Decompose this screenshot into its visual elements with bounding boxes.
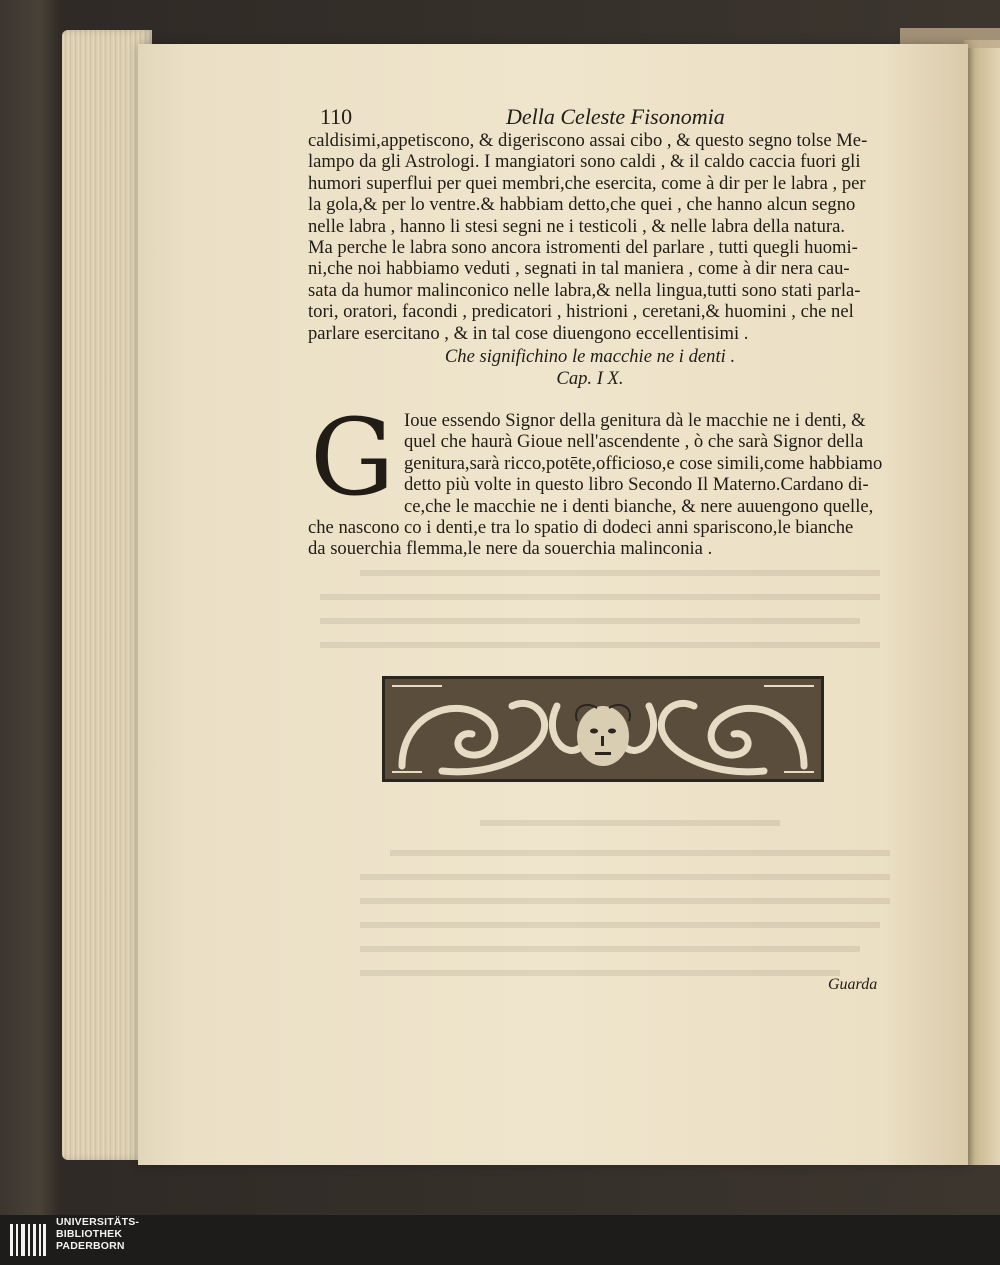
running-head-title: Della Celeste Fisonomia	[506, 104, 725, 129]
library-name-line: BIBLIOTHEK	[56, 1228, 123, 1240]
running-header	[320, 104, 920, 130]
text-line: humori superflui per quei membri,che esercita, come à dir per le labra , per	[308, 172, 866, 194]
library-name-line: UNIVERSITÄTS-	[56, 1216, 140, 1228]
text-line: caldisimi,appetiscono, & digeriscono assai cibo , & questo segno tolse Me-	[308, 130, 868, 151]
woodcut-ornament	[382, 676, 824, 782]
paragraph-1	[308, 130, 918, 344]
text-line: quel che haurà Gioue nell'ascendente , ò che sarà Signor della	[404, 431, 864, 453]
chapter-number: Cap. I X.	[556, 368, 624, 389]
text-line: detto più volte in questo libro Secondo Il Materno.Cardano di-	[404, 474, 869, 496]
facing-page-edge	[964, 40, 1000, 1165]
text-line: sata da humor malinconico nelle labra,& nella lingua,tutti sono stati parla-	[308, 279, 861, 301]
text-line: genitura,sarà ricco,potēte,officioso,e cose simili,come habbiamo	[404, 452, 883, 474]
chapter-title: Che significhino le macchie ne i denti .	[444, 346, 736, 367]
library-name	[56, 1216, 139, 1252]
page-number: 110	[320, 104, 353, 129]
text-line: tori, oratori, facondi , predicatori , histrioni , ceretani,& huomini , che nel	[308, 301, 854, 323]
paragraph-2-indented	[404, 410, 919, 517]
text-line: da souerchia flemma,le nere da souerchia malinconia .	[308, 538, 713, 560]
paragraph-2-continued	[308, 517, 918, 560]
text-line: parlare esercitano , & in tal cose diuengono eccellentisimi .	[308, 322, 749, 344]
library-footer	[0, 1215, 1000, 1265]
catchword: Guarda	[828, 976, 878, 993]
text-line: Ma perche le labra sono ancora istromenti del parlare , tutti quegli huomi-	[308, 237, 858, 259]
text-line: nelle labra , hanno li stesi segni ne i testicoli , & nelle labra della natura.	[308, 215, 845, 237]
text-line: la gola,& per lo ventre.& habbiam detto,che quei , che hanno alcun segno	[308, 194, 856, 216]
text-line: che nascono co i denti,e tra lo spatio di dodeci anni spariscono,le bianche	[308, 517, 854, 538]
library-name-line: PADERBORN	[56, 1240, 125, 1252]
text-line: ce,che le macchie ne i denti bianche, & nere auuengono quelle,	[404, 495, 874, 517]
text-line: Ioue essendo Signor della genitura dà le macchie ne i denti, &	[404, 410, 866, 431]
library-barcode-logo-icon	[10, 1222, 46, 1258]
text-line: ni,che noi habbiamo veduti , segnati in tal maniera , come à dir nera cau-	[308, 258, 850, 280]
text-line: lampo da gli Astrologi. I mangiatori sono caldi , & il caldo caccia fuori gli	[308, 151, 861, 173]
drop-cap: G	[310, 396, 395, 519]
